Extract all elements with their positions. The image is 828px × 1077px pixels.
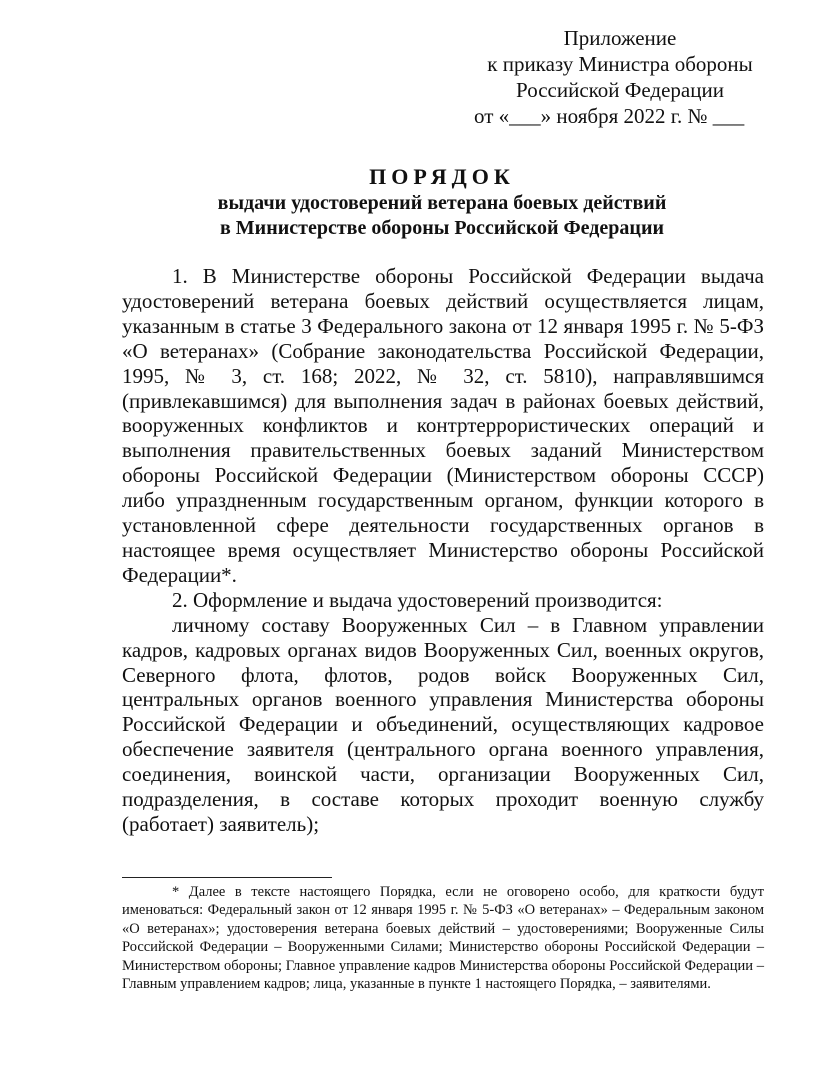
paragraph-3: личному составу Вооруженных Сил – в Главном управлении кадров, кадровых органах видов Вооруженных Сил, военных округов, Северного флота, флотов, родов войск Вооруженных Сил, центральных органов военного управления Министерства обороны Российской Федерации и объединений, осуществляющих кадровое обеспечение заявителя (центрального органа военного управления, соединения, воинской части, организации Вооруженных Сил, подразделения, в составе которых проходит военную службу (работает) заявитель);: [122, 612, 764, 836]
approval-line-appendix: Приложение: [563, 26, 677, 50]
paragraph-2: 2. Оформление и выдача удостоверений производится:: [172, 587, 663, 612]
document-body: [122, 264, 764, 837]
approval-line-order: к приказу Министра обороны: [487, 52, 753, 76]
heading-subtitle-line2: в Министерстве обороны Российской Федерации: [220, 217, 664, 239]
footnote: [122, 883, 764, 993]
footnote-text: * Далее в тексте настоящего Порядка, если не оговорено особо, для краткости будут именоваться: Федеральный закон от 12 января 1995 г. № 5-ФЗ «О ветеранах» – Федеральным законом «О ветеранах»; удостоверения ветерана боевых действий – удостоверениями; Вооруженные Силы Российской Федерации – Вооруженными Силами; Министерство обороны Российской Федерации – Министерством обороны; Главное управление кадров Министерства обороны Российской Федерации – Главным управлением кадров; лица, указанные в пункте 1 настоящего Порядка, – заявителями.: [122, 884, 764, 993]
approval-line-federation: Российской Федерации: [516, 78, 724, 102]
approval-line-date: от «___» ноября 2022 г. № ___: [474, 104, 745, 128]
document-heading: [120, 163, 764, 241]
footnote-divider: [122, 877, 332, 878]
heading-subtitle-line1: выдачи удостоверений ветерана боевых действий: [217, 192, 667, 214]
paragraph-1: 1. В Министерстве обороны Российской Федерации выдача удостоверений ветерана боевых действий осуществляется лицам, указанным в статье 3 Федерального закона от 12 января 1995 г. № 5-ФЗ «О ветеранах» (Собрание законодательства Российской Федерации, 1995, № 3, ст. 168; 2022, № 32, ст. 5810), направлявшимся (привлекавшимся) для выполнения задач в районах боевых действий, вооруженных конфликтов и контртеррористических операций и выполнения правительственных боевых заданий Министерством обороны Российской Федерации (Министерством обороны СССР) либо упраздненным государственным органом, функции которого в установленной сфере деятельности государственных органов в настоящее время осуществляет Министерство обороны Российской Федерации*.: [122, 264, 764, 587]
heading-title: ПОРЯДОК: [369, 164, 515, 189]
approval-block: [460, 25, 780, 129]
